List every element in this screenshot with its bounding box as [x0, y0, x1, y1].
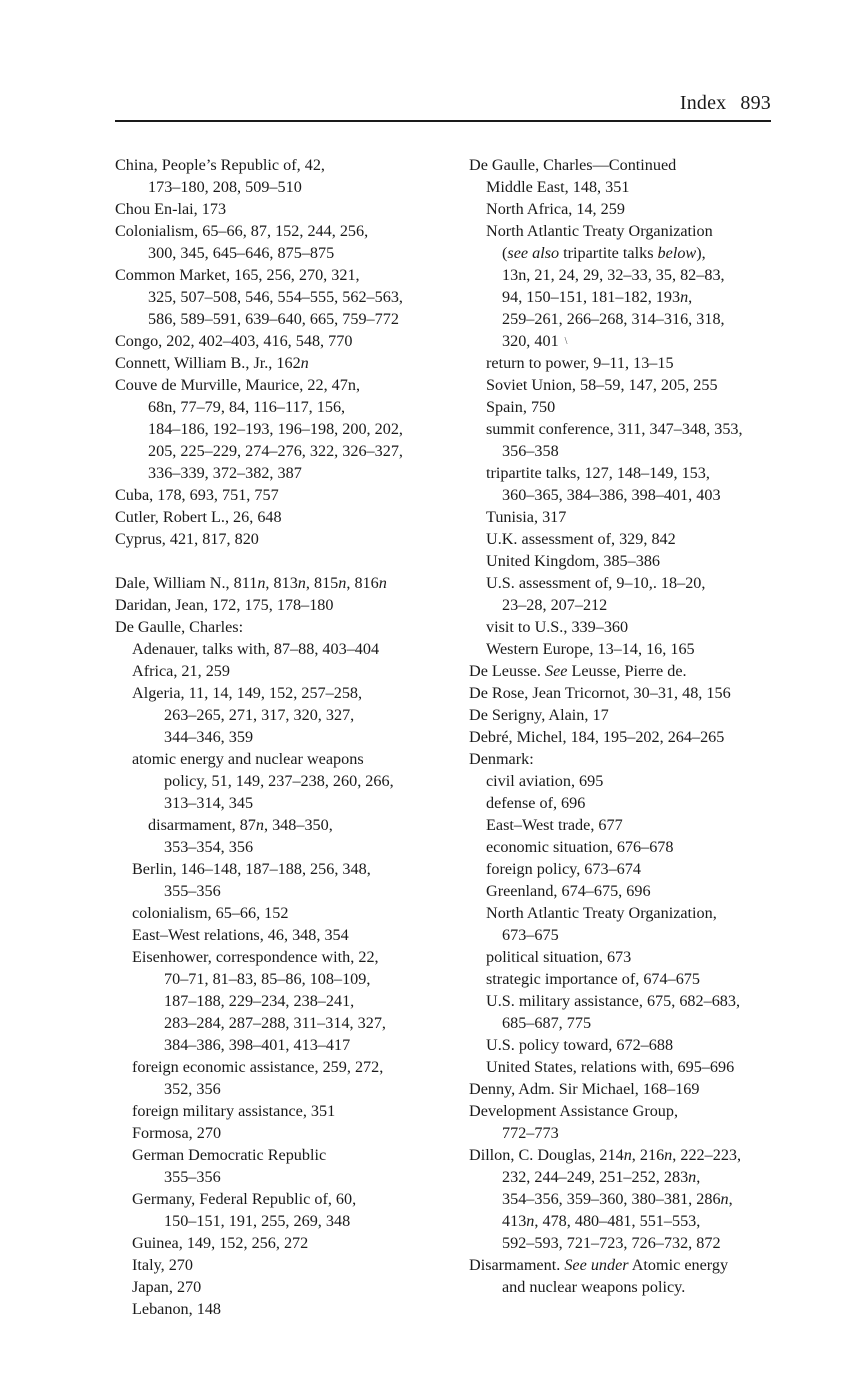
index-subentry: summit conference, 311, 347–348, 353,	[486, 420, 743, 438]
index-subentry: East–West trade, 677	[486, 816, 623, 834]
index-entry: Disarmament. See under Atomic energy	[469, 1256, 729, 1274]
index-subentry: German Democratic Republic	[132, 1146, 327, 1164]
index-entry-continuation: 320, 401 \	[469, 330, 779, 352]
index-entry-continuation: 70–71, 81–83, 85–86, 108–109,	[164, 970, 371, 988]
index-entry-continuation: 184–186, 192–193, 196–198, 200, 202,	[148, 420, 403, 438]
index-entry: De Leusse. See Leusse, Pierre de.	[469, 662, 687, 680]
index-entry: De Gaulle, Charles:	[115, 618, 244, 636]
index-entry-continuation: 673–675	[502, 926, 559, 944]
index-subentry: Tunisia, 317	[486, 508, 567, 526]
index-entry-continuation: 150–151, 191, 255, 269, 348	[164, 1212, 351, 1230]
index-entry: Daridan, Jean, 172, 175, 178–180	[115, 596, 334, 614]
index-entry-continuation: 355–356	[164, 882, 221, 900]
header-title: Index	[679, 92, 727, 114]
index-entry: Cyprus, 421, 817, 820	[115, 530, 259, 548]
index-column-right	[469, 154, 779, 1298]
index-entry-continuation: 354–356, 359–360, 380–381, 286n,	[502, 1190, 733, 1208]
index-subentry: U.K. assessment of, 329, 842	[486, 530, 676, 548]
index-subentry: Greenland, 674–675, 696	[486, 882, 651, 900]
index-subentry: Formosa, 270	[132, 1124, 222, 1142]
index-entry-continuation: 173–180, 208, 509–510	[148, 178, 302, 196]
index-entry: Colonialism, 65–66, 87, 152, 244, 256,	[115, 222, 369, 240]
index-entry: China, People’s Republic of, 42,	[115, 156, 325, 174]
index-entry-continuation: 283–284, 287–288, 311–314, 327,	[164, 1014, 386, 1032]
index-entry-continuation: 352, 356	[164, 1080, 221, 1098]
index-subentry: Algeria, 11, 14, 149, 152, 257–258,	[132, 684, 363, 702]
index-entry: Common Market, 165, 256, 270, 321,	[115, 266, 360, 284]
index-entry-continuation: 259–261, 266–268, 314–316, 318,	[502, 310, 725, 328]
index-entry-continuation: 300, 345, 645–646, 875–875	[148, 244, 335, 262]
index-entry: Cuba, 178, 693, 751, 757	[115, 486, 279, 504]
section-gap	[115, 550, 460, 572]
index-entry-continuation: and nuclear weapons policy.	[502, 1278, 686, 1296]
index-subentry: Lebanon, 148	[132, 1300, 222, 1318]
index-subentry: foreign military assistance, 351	[132, 1102, 336, 1120]
index-subentry: defense of, 696	[486, 794, 586, 812]
index-entry-continuation: 772–773	[502, 1124, 559, 1142]
index-entry-continuation: 360–365, 384–386, 398–401, 403	[502, 486, 721, 504]
index-subentry: Spain, 750	[486, 398, 556, 416]
index-entry-continuation: 205, 225–229, 274–276, 322, 326–327,	[148, 442, 403, 460]
index-subentry: colonialism, 65–66, 152	[132, 904, 289, 922]
index-column-left	[115, 154, 460, 1320]
index-entry: De Gaulle, Charles—Continued	[469, 156, 677, 174]
index-entry: Development Assistance Group,	[469, 1102, 679, 1120]
index-subentry: Adenauer, talks with, 87–88, 403–404	[132, 640, 380, 658]
index-subentry: United States, relations with, 695–696	[486, 1058, 735, 1076]
index-entry: Connett, William B., Jr., 162n	[115, 354, 309, 372]
index-subentry: strategic importance of, 674–675	[486, 970, 700, 988]
index-subentry: return to power, 9–11, 13–15	[486, 354, 674, 372]
index-subentry: North Atlantic Treaty Organization,	[486, 904, 717, 922]
index-entry-continuation: disarmament, 87n, 348–350,	[148, 816, 333, 834]
index-entry: Congo, 202, 402–403, 416, 548, 770	[115, 332, 353, 350]
index-entry-continuation: 355–356	[164, 1168, 221, 1186]
index-entry-continuation: 263–265, 271, 317, 320, 327,	[164, 706, 355, 724]
index-entry-continuation: 23–28, 207–212	[502, 596, 608, 614]
index-entry-continuation: 187–188, 229–234, 238–241,	[164, 992, 355, 1010]
index-entry-continuation: 336–339, 372–382, 387	[148, 464, 302, 482]
index-entry: Denny, Adm. Sir Michael, 168–169	[469, 1080, 700, 1098]
page-number: 893	[740, 92, 771, 114]
index-entry-continuation: 313–314, 345	[164, 794, 254, 812]
index-entry: De Serigny, Alain, 17	[469, 706, 609, 724]
index-subentry: economic situation, 676–678	[486, 838, 674, 856]
index-subentry: Berlin, 146–148, 187–188, 256, 348,	[132, 860, 371, 878]
index-subentry: U.S. assessment of, 9–10,. 18–20,	[486, 574, 706, 592]
index-subentry: Eisenhower, correspondence with, 22,	[132, 948, 379, 966]
index-subentry: Germany, Federal Republic of, 60,	[132, 1190, 357, 1208]
index-entry-continuation: 94, 150–151, 181–182, 193n,	[502, 288, 693, 306]
index-subentry: U.S. policy toward, 672–688	[486, 1036, 674, 1054]
index-subentry: Soviet Union, 58–59, 147, 205, 255	[486, 376, 718, 394]
index-entry-continuation: 68n, 77–79, 84, 116–117, 156,	[148, 398, 346, 416]
index-entry-continuation: 232, 244–249, 251–252, 283n,	[502, 1168, 701, 1186]
index-entry-continuation: 685–687, 775	[502, 1014, 592, 1032]
index-entry-continuation: 356–358	[502, 442, 559, 460]
index-subentry: Japan, 270	[132, 1278, 202, 1296]
index-subentry: Guinea, 149, 152, 256, 272	[132, 1234, 309, 1252]
stray-mark: \	[564, 336, 568, 348]
index-entry-continuation: 592–593, 721–723, 726–732, 872	[502, 1234, 721, 1252]
index-subentry: civil aviation, 695	[486, 772, 604, 790]
index-subentry: U.S. military assistance, 675, 682–683,	[486, 992, 741, 1010]
index-subentry: North Atlantic Treaty Organization	[486, 222, 713, 240]
index-entry: Cutler, Robert L., 26, 648	[115, 508, 282, 526]
index-subentry: Western Europe, 13–14, 16, 165	[486, 640, 695, 658]
index-entry: Denmark:	[469, 750, 534, 768]
index-subentry: foreign policy, 673–674	[486, 860, 641, 878]
index-entry-continuation: 384–386, 398–401, 413–417	[164, 1036, 351, 1054]
index-subentry: North Africa, 14, 259	[486, 200, 625, 218]
index-subentry: United Kingdom, 385–386	[486, 552, 661, 570]
index-entry: De Rose, Jean Tricornot, 30–31, 48, 156	[469, 684, 731, 702]
index-entry: Couve de Murville, Maurice, 22, 47n,	[115, 376, 361, 394]
index-subentry: foreign economic assistance, 259, 272,	[132, 1058, 384, 1076]
index-entry-continuation: (see also tripartite talks below),	[502, 244, 706, 262]
index-entry-continuation: policy, 51, 149, 237–238, 260, 266,	[164, 772, 394, 790]
index-entry-continuation: 413n, 478, 480–481, 551–553,	[502, 1212, 701, 1230]
index-subentry: Middle East, 148, 351	[486, 178, 630, 196]
index-subentry: Italy, 270	[132, 1256, 193, 1274]
index-subentry: atomic energy and nuclear weapons	[132, 750, 364, 768]
index-entry: Dale, William N., 811n, 813n, 815n, 816n	[115, 574, 387, 592]
index-entry-continuation: 344–346, 359	[164, 728, 254, 746]
header-text	[680, 92, 771, 115]
index-subentry: tripartite talks, 127, 148–149, 153,	[486, 464, 710, 482]
index-entry-continuation: 353–354, 356	[164, 838, 254, 856]
index-entry: Dillon, C. Douglas, 214n, 216n, 222–223,	[469, 1146, 742, 1164]
index-subentry: visit to U.S., 339–360	[486, 618, 629, 636]
index-entry-continuation: 13n, 21, 24, 29, 32–33, 35, 82–83,	[502, 266, 725, 284]
index-subentry: political situation, 673	[486, 948, 632, 966]
index-entry: Chou En-lai, 173	[115, 200, 227, 218]
index-entry-continuation: 586, 589–591, 639–640, 665, 759–772	[148, 310, 399, 328]
running-header	[115, 88, 771, 122]
index-subentry: East–West relations, 46, 348, 354	[132, 926, 349, 944]
index-entry-continuation: 325, 507–508, 546, 554–555, 562–563,	[148, 288, 403, 306]
index-entry: Debré, Michel, 184, 195–202, 264–265	[469, 728, 725, 746]
index-subentry: Africa, 21, 259	[132, 662, 230, 680]
